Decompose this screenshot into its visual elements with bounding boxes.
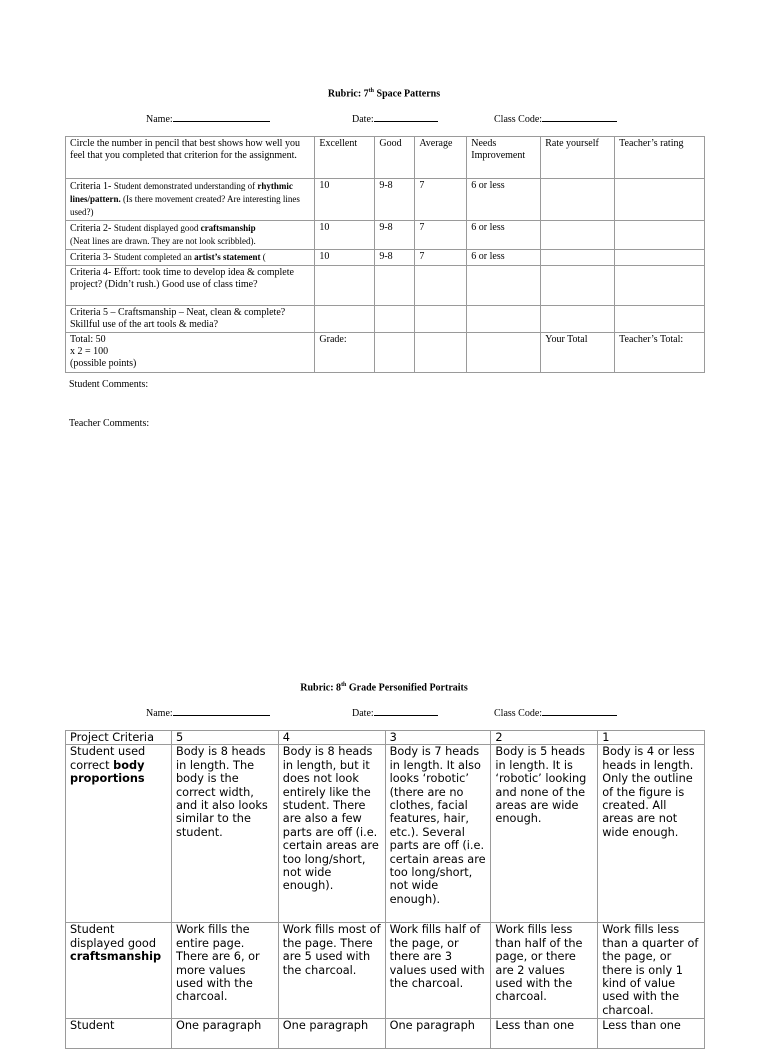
header-average: Average	[415, 137, 467, 179]
criteria4-cell: Criteria 4- Effort: took time to develop idea & complete project? (Didn’t rush.) Good use of class time?	[66, 266, 315, 306]
criteria-statement: Student	[66, 1019, 172, 1049]
rubric1-criteria4-row	[66, 266, 705, 306]
rubric2-proportions-row	[66, 745, 705, 923]
header-5: 5	[171, 731, 278, 745]
header-instructions: Circle the number in pencil that best shows how well you feel that you completed that criterion for the assignment.	[66, 137, 315, 179]
score-good: 9-8	[375, 221, 415, 250]
score-average: 7	[415, 221, 467, 250]
criteria-body-proportions: Student used correct body proportions	[66, 745, 172, 923]
rubric1-table	[65, 136, 705, 373]
rubric1-criteria2-row	[66, 221, 705, 250]
header-3: 3	[385, 731, 491, 745]
rubric1-name-field: Name:	[146, 112, 270, 125]
header-excellent: Excellent	[315, 137, 375, 179]
statement-score-3: One paragraph	[385, 1019, 491, 1049]
rubric1-class-code-field: Class Code:	[494, 112, 617, 125]
score-average: 7	[415, 250, 467, 266]
rate-yourself-cell[interactable]	[541, 179, 615, 221]
rubric2-title: Rubric: 8th Grade Personified Portraits	[300, 682, 468, 694]
score-needs: 6 or less	[467, 221, 541, 250]
rate-yourself-cell[interactable]	[541, 306, 615, 333]
student-comments-label: Student Comments:	[69, 379, 149, 390]
craftsmanship-score-2: Work fills less than half of the page, or there are 2 values used with the charcoal.	[491, 923, 598, 1019]
rubric2-name-field: Name:	[146, 706, 270, 719]
header-1: 1	[598, 731, 705, 745]
rubric1-criteria5-row	[66, 306, 705, 333]
rubric2-statement-row	[66, 1019, 705, 1049]
statement-score-1: Less than one	[598, 1019, 705, 1049]
teacher-rating-cell[interactable]	[615, 179, 705, 221]
proportions-score-1: Body is 4 or less heads in length. Only the outline of the figure is created. All areas are not wide enough.	[598, 745, 705, 923]
header-project-criteria: Project Criteria	[66, 731, 172, 745]
teacher-total-label: Teacher’s Total:	[615, 333, 705, 373]
rubric2-craftsmanship-row	[66, 923, 705, 1019]
score-average: 7	[415, 179, 467, 221]
teacher-rating-cell[interactable]	[615, 250, 705, 266]
rubric1-criteria1-row	[66, 179, 705, 221]
rubric1-title: Rubric: 7th Space Patterns	[327, 88, 441, 100]
criteria5-cell: Criteria 5 – Craftsmanship – Neat, clean & complete? Skillful use of the art tools & media?	[66, 306, 315, 333]
header-rate-yourself: Rate yourself	[541, 137, 615, 179]
criteria3-cell: Criteria 3- Student completed an artist’s statement (	[66, 250, 315, 266]
rate-yourself-cell[interactable]	[541, 250, 615, 266]
craftsmanship-score-5: Work fills the entire page. There are 6, or more values used with the charcoal.	[171, 923, 278, 1019]
rate-yourself-cell[interactable]	[541, 221, 615, 250]
score-needs: 6 or less	[467, 250, 541, 266]
rubric1-header-row	[66, 137, 705, 179]
rubric2-class-code-field: Class Code:	[494, 706, 617, 719]
proportions-score-3: Body is 7 heads in length. It also looks ‘robotic’ (there are no clothes, facial features, hair, etc.). Several parts are off (i.e. certain areas are too long/short, not wide enough).	[385, 745, 491, 923]
proportions-score-5: Body is 8 heads in length. The body is the correct width, and it also looks similar to the student.	[171, 745, 278, 923]
score-excellent: 10	[315, 179, 375, 221]
criteria2-cell: Criteria 2- Student displayed good craftsmanship (Neat lines are drawn. They are not look scribbled).	[66, 221, 315, 250]
grade-label: Grade:	[315, 333, 375, 373]
score-good: 9-8	[375, 179, 415, 221]
rubric2-header-row	[66, 731, 705, 745]
statement-score-2: Less than one	[491, 1019, 598, 1049]
rubric1-total-row	[66, 333, 705, 373]
teacher-rating-cell[interactable]	[615, 306, 705, 333]
rate-yourself-cell[interactable]	[541, 266, 615, 306]
rubric2-table	[65, 730, 705, 1049]
criteria1-cell: Criteria 1- Student demonstrated understanding of rhythmic lines/pattern. (Is there movement created? Are interesting lines used?)	[66, 179, 315, 221]
rubric2-date-field: Date:	[352, 706, 438, 719]
score-excellent: 10	[315, 250, 375, 266]
total-cell: Total: 50 x 2 = 100 (possible points)	[66, 333, 315, 373]
teacher-comments-label: Teacher Comments:	[69, 418, 150, 429]
rubric1-criteria3-row	[66, 250, 705, 266]
statement-score-5: One paragraph	[171, 1019, 278, 1049]
header-4: 4	[278, 731, 385, 745]
header-teacher-rating: Teacher’s rating	[615, 137, 705, 179]
score-needs: 6 or less	[467, 179, 541, 221]
craftsmanship-score-1: Work fills less than a quarter of the page, or there is only 1 kind of value used with the charcoal.	[598, 923, 705, 1019]
proportions-score-4: Body is 8 heads in length, but it does not look entirely like the student. There are also a few parts are off (i.e. certain areas are too long/short, not wide enough).	[278, 745, 385, 923]
teacher-rating-cell[interactable]	[615, 266, 705, 306]
header-good: Good	[375, 137, 415, 179]
header-needs-improvement: Needs Improvement	[467, 137, 541, 179]
your-total-label: Your Total	[541, 333, 615, 373]
criteria-craftsmanship: Student displayed good craftsmanship	[66, 923, 172, 1019]
header-2: 2	[491, 731, 598, 745]
craftsmanship-score-3: Work fills half of the page, or there are 3 values used with the charcoal.	[385, 923, 491, 1019]
score-good: 9-8	[375, 250, 415, 266]
craftsmanship-score-4: Work fills most of the page. There are 5 used with the charcoal.	[278, 923, 385, 1019]
statement-score-4: One paragraph	[278, 1019, 385, 1049]
teacher-rating-cell[interactable]	[615, 221, 705, 250]
rubric1-date-field: Date:	[352, 112, 438, 125]
proportions-score-2: Body is 5 heads in length. It is ‘robotic’ looking and none of the areas are wide enough.	[491, 745, 598, 923]
score-excellent: 10	[315, 221, 375, 250]
